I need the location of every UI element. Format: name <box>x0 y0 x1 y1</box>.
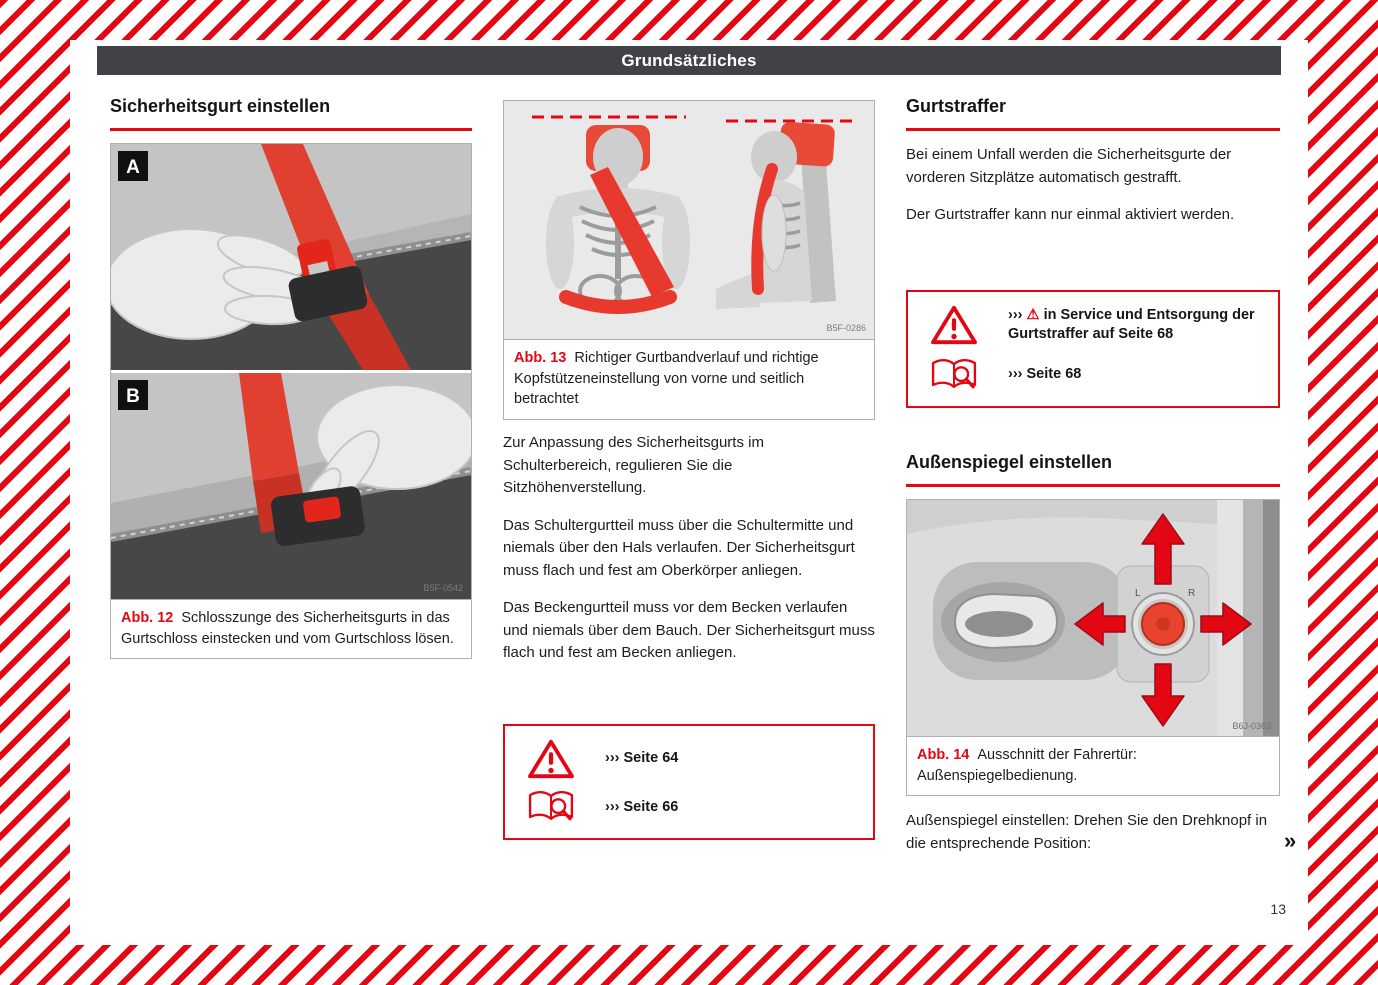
figure-caption-abb12 <box>111 599 471 658</box>
panel-label-b: B <box>126 386 140 407</box>
paragraph: Außenspiegel einstellen: Drehen Sie den Drehknopf in die entsprechende Position: <box>906 812 1268 852</box>
section-heading-seatbelt-adjust: Sicherheitsgurt einstellen <box>110 96 331 116</box>
reference-row <box>519 737 859 781</box>
page-number: 13 <box>1270 901 1286 917</box>
page-reference: ››› Seite 66 <box>605 798 679 815</box>
manual-book-icon <box>922 355 986 395</box>
figure-abb13 <box>503 100 875 420</box>
door-mirror-control-photo <box>907 500 1279 736</box>
figure-number: Abb. 13 <box>514 350 567 366</box>
paragraph: Das Beckengurtteil muss vor dem Becken verlaufen und niemals über dem Bauch. Der Sicherheitsgurt muss flach und fest am Becken anliegen. <box>503 599 875 661</box>
paragraph: Das Schultergurtteil muss über die Schultermitte und niemals über den Hals verlaufen. Der Sicherheitsgurt muss flach und fest am Oberkörper anliegen. <box>503 516 855 579</box>
body-text-mirror <box>906 810 1280 870</box>
manual-book-icon <box>519 787 583 827</box>
section-heading-belt-tensioner: Gurtstraffer <box>906 96 1007 116</box>
caption-text: Richtiger Gurtbandverlauf und richtige Kopfstützeneinstellung von vorne und seitlich betrachtet <box>514 350 819 408</box>
photo-code: B5F-0286 <box>826 323 866 333</box>
knob-position-left: L <box>1135 588 1141 599</box>
seatbelt-buckle-photo-a <box>111 144 471 370</box>
figure-caption-abb13 <box>504 339 874 419</box>
reference-row <box>519 787 859 827</box>
reference-box-seatbelt <box>503 724 875 840</box>
warning-triangle-icon <box>922 303 986 347</box>
page-reference: ››› Seite 68 <box>1008 365 1082 382</box>
caption-text: Schlosszunge des Sicherheitsgurts in das Gurtschloss einstecken und vom Gurtschloss lösen. <box>121 610 454 647</box>
page-reference: ››› ⚠ in Service und Entsorgung der Gurtstraffer auf Seite 68 <box>1008 306 1255 343</box>
heading-rule <box>110 128 472 131</box>
body-text-tensioner <box>906 144 1280 242</box>
seatbelt-buckle-photo-b <box>111 373 471 599</box>
figure-number: Abb. 14 <box>917 747 970 763</box>
photo-code: B6J-0363 <box>1232 721 1271 731</box>
figure-number: Abb. 12 <box>121 610 174 626</box>
reference-row <box>922 355 1264 395</box>
reference-box-tensioner <box>906 290 1280 408</box>
inline-warning-icon: ⚠ <box>1026 306 1040 323</box>
paragraph: Bei einem Unfall werden die Sicherheitsgurte der vorderen Sitzplätze automatisch gestrafft. <box>906 146 1232 186</box>
section-heading-mirror-adjust: Außenspiegel einstellen <box>906 452 1113 472</box>
belt-routing-diagram <box>504 101 874 339</box>
caption-text: Ausschnitt der Fahrertür: Außenspiegelbedienung. <box>917 747 1137 784</box>
reference-text: in Service und Entsorgung der Gurtstraffer auf Seite 68 <box>1008 306 1255 343</box>
page-reference: ››› Seite 64 <box>605 749 679 766</box>
heading-rule <box>906 128 1280 131</box>
text-continues-marker: » <box>1284 828 1297 853</box>
chapter-title: Grundsätzliches <box>621 51 757 70</box>
body-text-seatbelt <box>503 432 875 680</box>
figure-abb14 <box>906 499 1280 796</box>
figure-abb12 <box>110 143 472 659</box>
panel-label-a: A <box>126 157 140 178</box>
knob-position-right: R <box>1188 588 1196 599</box>
heading-rule <box>906 484 1280 487</box>
manual-page <box>70 40 1308 945</box>
warning-triangle-icon <box>519 737 583 781</box>
paragraph: Der Gurtstraffer kann nur einmal aktiviert werden. <box>906 206 1235 223</box>
chapter-header-bar <box>97 46 1281 75</box>
photo-code: B5F-0542 <box>423 583 463 593</box>
figure-caption-abb14 <box>907 736 1279 795</box>
paragraph: Zur Anpassung des Sicherheitsgurts im Schulterbereich, regulieren Sie die Sitzhöhenverstellung. <box>503 434 764 496</box>
reference-row <box>922 303 1264 347</box>
